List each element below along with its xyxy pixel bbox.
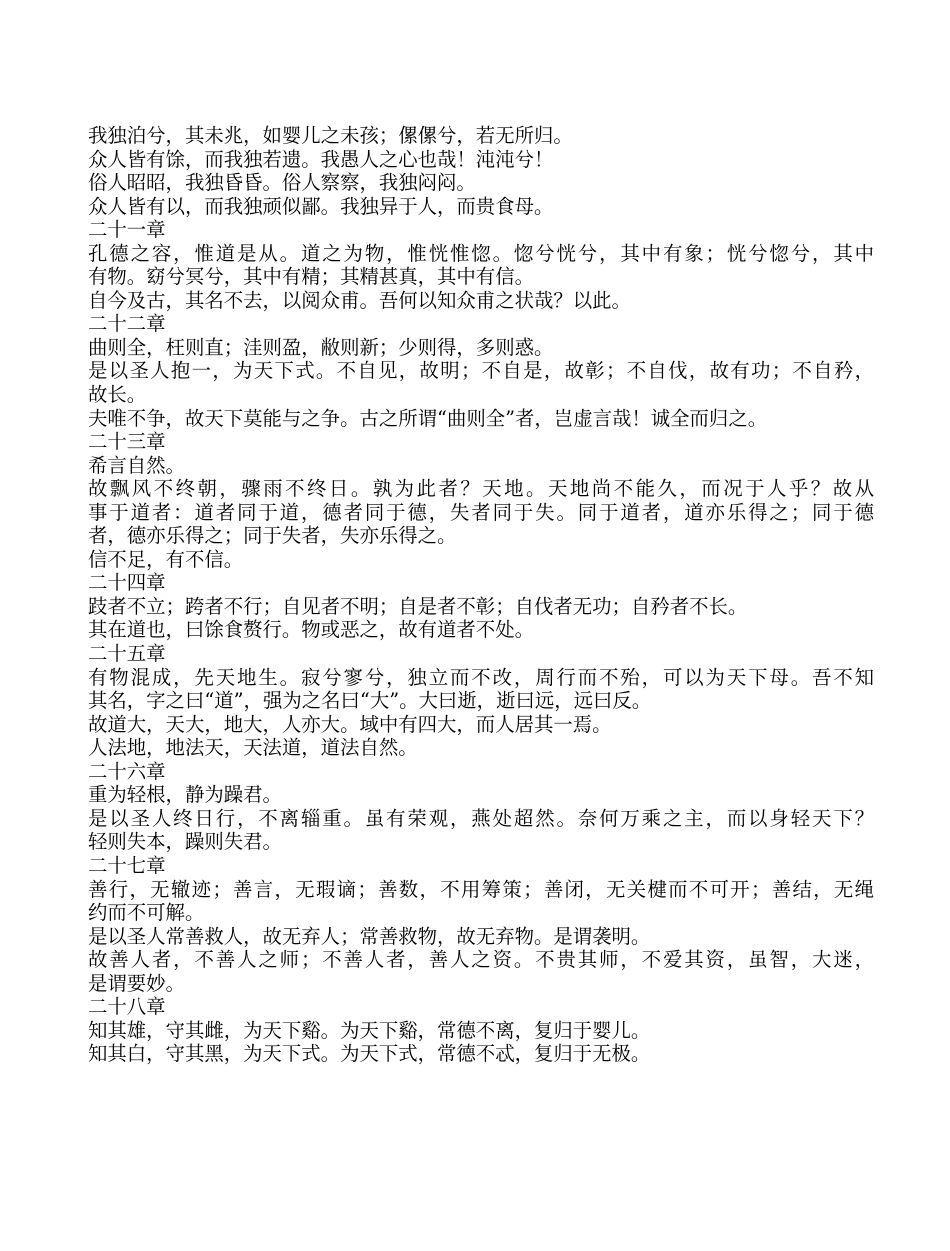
text-line: 是以圣人常善救人，故无弃人；常善救物，故无弃物。是谓袭明。 bbox=[88, 924, 651, 948]
text-line: 其在道也，曰馀食赘行。物或恶之，故有道者不处。 bbox=[88, 618, 534, 642]
text-line: 有物混成，先天地生。寂兮寥兮，独立而不改，周行而不殆，可以为天下母。吾不知 bbox=[88, 665, 874, 689]
chapter-heading: 二十七章 bbox=[88, 853, 166, 877]
text-line: 是谓要妙。 bbox=[88, 971, 185, 995]
text-line: 者，德亦乐得之；同于失者，失亦乐得之。 bbox=[88, 524, 457, 548]
text-line: 知其白，守其黑，为天下式。为天下式，常德不忒，复归于无极。 bbox=[88, 1042, 651, 1066]
text-line: 善行，无辙迹；善言，无瑕谪；善数，不用筹策；善闭，无关楗而不可开；善结，无绳 bbox=[88, 877, 874, 901]
paragraph bbox=[88, 359, 874, 406]
chapter-heading: 二十三章 bbox=[88, 430, 166, 454]
text-line: 是以圣人抱一，为天下式。不自见，故明；不自是，故彰；不自伐，故有功；不自矜， bbox=[88, 359, 874, 383]
paragraph bbox=[88, 477, 874, 548]
chapter-heading: 二十五章 bbox=[88, 642, 166, 666]
paragraph bbox=[88, 878, 874, 925]
text-line: 孔德之容，惟道是从。道之为物，惟恍惟惚。惚兮恍兮，其中有象；恍兮惚兮，其中 bbox=[88, 241, 874, 265]
text-line: 事于道者：道者同于道，德者同于德，失者同于失。同于道者，道亦乐得之；同于德 bbox=[88, 500, 874, 524]
chapter-heading: 二十八章 bbox=[88, 995, 166, 1019]
text-line: 故飘风不终朝，骤雨不终日。孰为此者？天地。天地尚不能久，而况于人乎？故从 bbox=[88, 477, 874, 501]
text-line: 曲则全，枉则直；洼则盈，敝则新；少则得，多则惑。 bbox=[88, 335, 554, 359]
text-line: 知其雄，守其雌，为天下谿。为天下谿，常德不离，复归于婴儿。 bbox=[88, 1018, 651, 1042]
chapter-heading: 二十六章 bbox=[88, 759, 166, 783]
text-line: 重为轻根，静为躁君。 bbox=[88, 783, 282, 807]
text-line: 众人皆有以，而我独顽似鄙。我独异于人，而贵食母。 bbox=[88, 194, 554, 218]
text-line: 故善人者，不善人之师；不善人者，善人之资。不贵其师，不爱其资，虽智，大迷， bbox=[88, 948, 874, 972]
text-line: 众人皆有馀，而我独若遗。我愚人之心也哉！沌沌兮！ bbox=[88, 147, 554, 171]
text-line: 我独泊兮，其未兆，如婴儿之未孩；傫傫兮，若无所归。 bbox=[88, 124, 573, 147]
paragraph bbox=[88, 666, 874, 713]
text-line: 自今及古，其名不去，以阅众甫。吾何以知众甫之状哉？以此。 bbox=[88, 288, 631, 312]
text-line: 是以圣人终日行，不离辎重。虽有荣观，燕处超然。奈何万乘之主，而以身轻天下？ bbox=[88, 806, 874, 830]
text-line: 故道大，天大，地大，人亦大。域中有四大，而人居其一焉。 bbox=[88, 712, 612, 736]
paragraph bbox=[88, 242, 874, 289]
text-line: 夫唯不争，故天下莫能与之争。古之所谓“曲则全”者，岂虚言哉！诚全而归之。 bbox=[88, 406, 768, 430]
text-line: 俗人昭昭，我独昏昏。俗人察察，我独闷闷。 bbox=[88, 171, 476, 195]
paragraph bbox=[88, 807, 874, 854]
text-line: 约而不可解。 bbox=[88, 901, 205, 925]
chapter-heading: 二十一章 bbox=[88, 218, 166, 242]
text-line: 有物。窈兮冥兮，其中有精；其精甚真，其中有信。 bbox=[88, 265, 534, 289]
text-line: 轻则失本，躁则失君。 bbox=[88, 830, 282, 854]
paragraph bbox=[88, 948, 874, 995]
text-line: 人法地，地法天，天法道，道法自然。 bbox=[88, 736, 418, 760]
text-line: 希言自然。 bbox=[88, 453, 185, 477]
chapter-heading: 二十四章 bbox=[88, 571, 166, 595]
text-line: 跂者不立；跨者不行；自见者不明；自是者不彰；自伐者无功；自矜者不长。 bbox=[88, 594, 748, 618]
text-line: 信不足，有不信。 bbox=[88, 547, 244, 571]
text-line: 故长。 bbox=[88, 383, 147, 407]
chapter-heading: 二十二章 bbox=[88, 312, 166, 336]
text-line: 其名，字之曰“道”，强为之名曰“大”。大曰逝，逝曰远，远曰反。 bbox=[88, 689, 652, 713]
document-page bbox=[88, 124, 874, 1066]
